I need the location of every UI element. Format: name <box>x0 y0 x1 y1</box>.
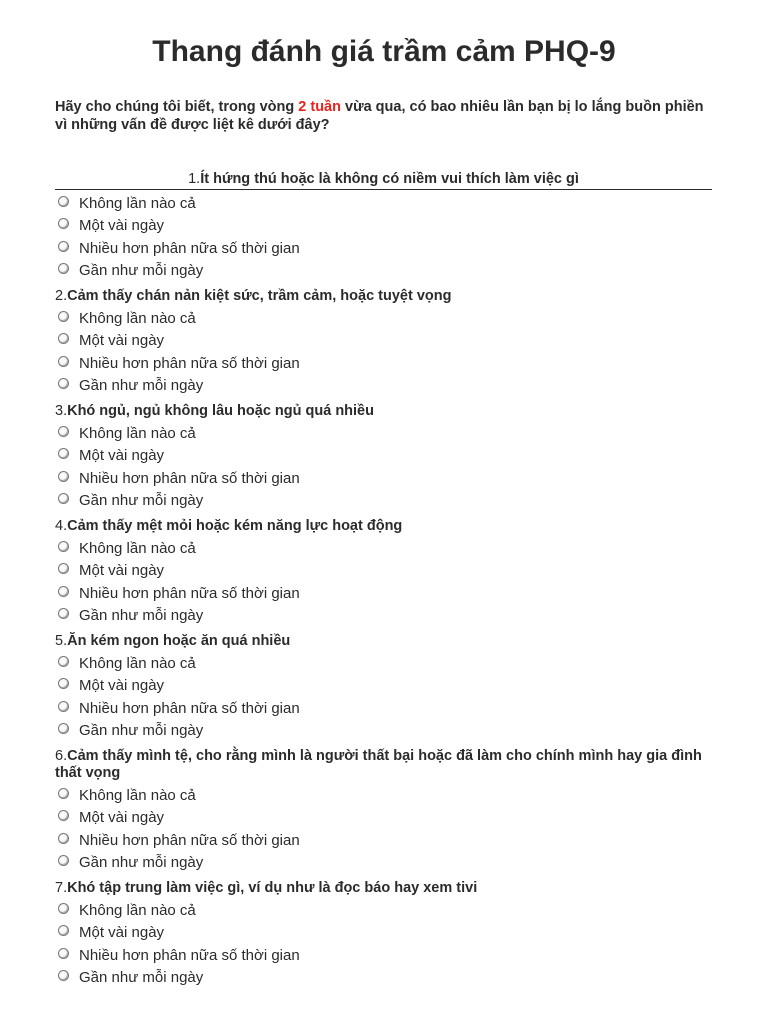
option-label: Một vài ngày <box>79 677 165 695</box>
option-label: Không lần nào cả <box>79 195 196 212</box>
question-3 <box>55 403 715 420</box>
option-q4-0[interactable] <box>55 538 555 560</box>
question-number: 4. <box>55 518 68 534</box>
radio-button[interactable] <box>58 903 69 914</box>
option-label: Không lần nào cả <box>79 310 196 327</box>
option-q5-3[interactable] <box>55 720 555 742</box>
option-q2-0[interactable] <box>55 308 555 330</box>
option-q3-3[interactable] <box>55 490 555 512</box>
option-q3-2[interactable] <box>55 468 555 490</box>
question-text: Khó ngủ, ngủ không lâu hoặc ngủ quá nhiều <box>67 403 374 419</box>
radio-button[interactable] <box>58 678 69 689</box>
radio-button[interactable] <box>58 855 69 866</box>
option-q6-1[interactable] <box>55 807 555 829</box>
question-text: Cảm thấy mình tệ, cho rằng mình là người thất bại hoặc đã làm cho chính mình hay gia đình thất vọng <box>55 748 702 781</box>
option-q1-0[interactable] <box>55 193 555 215</box>
option-label: Nhiều hơn phân nữa số thời gian <box>79 239 300 257</box>
radio-button[interactable] <box>58 701 69 712</box>
question-text: Khó tập trung làm việc gì, ví dụ như là đọc báo hay xem tivi <box>67 880 478 896</box>
option-label: Một vài ngày <box>79 447 165 465</box>
option-q1-3[interactable] <box>55 260 555 282</box>
intro-text <box>55 98 715 134</box>
option-label: Gần như mỗi ngày <box>79 261 204 279</box>
intro-after: vừa qua, có bao nhiêu lần bạn bị lo lắng buồn phiền vì những vấn đề được liệt kê dưới đây? <box>55 99 704 133</box>
radio-button[interactable] <box>58 788 69 799</box>
question-7-options <box>55 900 555 989</box>
page-title: Thang đánh giá trầm cảm PHQ-9 <box>152 35 616 68</box>
question-number: 2. <box>55 288 68 304</box>
question-2-options <box>55 308 555 397</box>
question-5 <box>55 633 715 650</box>
radio-button[interactable] <box>58 586 69 597</box>
radio-button[interactable] <box>58 426 69 437</box>
question-number: 5. <box>55 633 68 649</box>
radio-button[interactable] <box>58 948 69 959</box>
radio-button[interactable] <box>58 925 69 936</box>
option-q7-0[interactable] <box>55 900 555 922</box>
radio-button[interactable] <box>58 563 69 574</box>
radio-button[interactable] <box>58 723 69 734</box>
option-label: Nhiều hơn phân nữa số thời gian <box>79 699 300 717</box>
option-label: Một vài ngày <box>79 562 165 580</box>
option-label: Nhiều hơn phân nữa số thời gian <box>79 469 300 487</box>
option-label: Gần như mỗi ngày <box>79 968 204 986</box>
question-3-options <box>55 423 555 512</box>
radio-button[interactable] <box>58 311 69 322</box>
radio-button[interactable] <box>58 263 69 274</box>
question-text: Cảm thấy chán nản kiệt sức, trầm cảm, hoặc tuyệt vọng <box>67 288 452 304</box>
radio-button[interactable] <box>58 378 69 389</box>
option-label: Một vài ngày <box>79 332 165 350</box>
option-label: Gần như mỗi ngày <box>79 606 204 624</box>
option-label: Gần như mỗi ngày <box>79 853 204 871</box>
question-2 <box>55 288 715 305</box>
option-q7-2[interactable] <box>55 945 555 967</box>
option-label: Không lần nào cả <box>79 540 196 557</box>
option-q1-1[interactable] <box>55 215 555 237</box>
option-label: Nhiều hơn phân nữa số thời gian <box>79 831 300 849</box>
option-label: Một vài ngày <box>79 809 165 827</box>
option-q5-0[interactable] <box>55 653 555 675</box>
question-number: 6. <box>55 748 68 764</box>
option-q7-1[interactable] <box>55 922 555 944</box>
option-q6-3[interactable] <box>55 852 555 874</box>
option-q6-0[interactable] <box>55 785 555 807</box>
option-q2-2[interactable] <box>55 353 555 375</box>
question-text: Cảm thấy mệt mỏi hoặc kém năng lực hoạt động <box>67 518 403 534</box>
radio-button[interactable] <box>58 471 69 482</box>
radio-button[interactable] <box>58 493 69 504</box>
option-label: Nhiều hơn phân nữa số thời gian <box>79 354 300 372</box>
option-q5-1[interactable] <box>55 675 555 697</box>
question-1 <box>55 171 712 190</box>
radio-button[interactable] <box>58 356 69 367</box>
option-label: Một vài ngày <box>79 217 165 235</box>
option-q2-3[interactable] <box>55 375 555 397</box>
option-label: Gần như mỗi ngày <box>79 376 204 394</box>
option-label: Nhiều hơn phân nữa số thời gian <box>79 946 300 964</box>
intro-before: Hãy cho chúng tôi biết, trong vòng <box>55 99 299 115</box>
radio-button[interactable] <box>58 333 69 344</box>
option-label: Không lần nào cả <box>79 425 196 442</box>
option-q1-2[interactable] <box>55 238 555 260</box>
question-6 <box>55 748 715 782</box>
option-q3-0[interactable] <box>55 423 555 445</box>
question-5-options <box>55 653 555 742</box>
option-label: Không lần nào cả <box>79 902 196 919</box>
option-q6-2[interactable] <box>55 830 555 852</box>
option-label: Một vài ngày <box>79 924 165 942</box>
option-label: Không lần nào cả <box>79 787 196 804</box>
question-4-options <box>55 538 555 627</box>
radio-button[interactable] <box>58 218 69 229</box>
option-q3-1[interactable] <box>55 445 555 467</box>
radio-button[interactable] <box>58 448 69 459</box>
radio-button[interactable] <box>58 608 69 619</box>
option-q4-1[interactable] <box>55 560 555 582</box>
option-label: Không lần nào cả <box>79 655 196 672</box>
option-label: Gần như mỗi ngày <box>79 491 204 509</box>
option-q5-2[interactable] <box>55 698 555 720</box>
option-q4-2[interactable] <box>55 583 555 605</box>
question-number: 1. <box>188 171 201 187</box>
question-text: Ít hứng thú hoặc là không có niềm vui thích làm việc gì <box>200 171 579 187</box>
question-6-options <box>55 785 555 874</box>
question-number: 3. <box>55 403 68 419</box>
option-label: Nhiều hơn phân nữa số thời gian <box>79 584 300 602</box>
radio-button[interactable] <box>58 833 69 844</box>
radio-button[interactable] <box>58 656 69 667</box>
radio-button[interactable] <box>58 810 69 821</box>
intro-highlight: 2 tuần <box>298 99 341 115</box>
option-label: Gần như mỗi ngày <box>79 721 204 739</box>
radio-button[interactable] <box>58 970 69 981</box>
question-number: 7. <box>55 880 68 896</box>
radio-button[interactable] <box>58 541 69 552</box>
question-4 <box>55 518 715 535</box>
question-text: Ăn kém ngon hoặc ăn quá nhiều <box>67 633 291 649</box>
question-1-options <box>55 193 555 282</box>
option-q2-1[interactable] <box>55 330 555 352</box>
option-q4-3[interactable] <box>55 605 555 627</box>
radio-button[interactable] <box>58 196 69 207</box>
radio-button[interactable] <box>58 241 69 252</box>
question-7 <box>55 880 715 897</box>
option-q7-3[interactable] <box>55 967 555 989</box>
